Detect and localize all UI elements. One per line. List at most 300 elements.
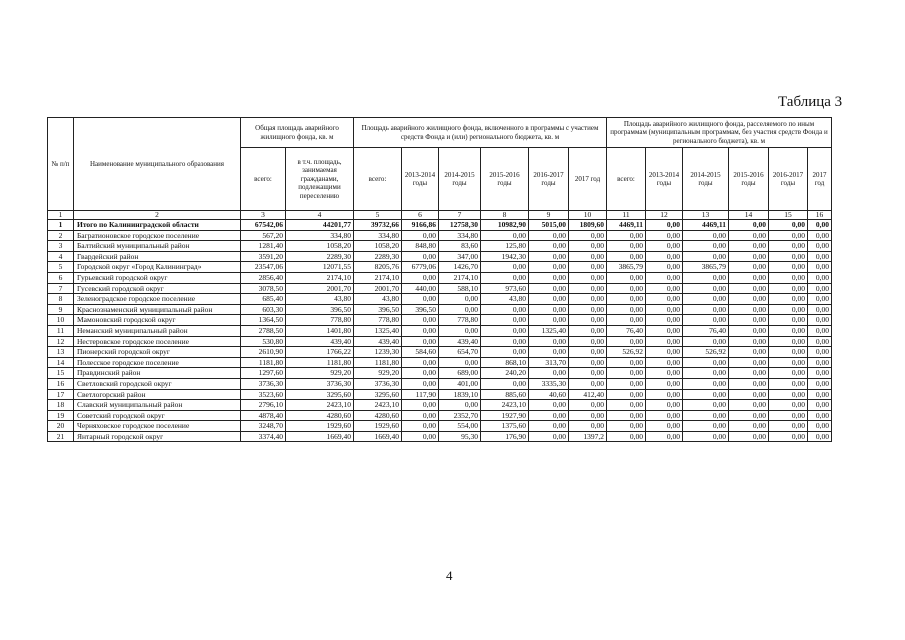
area-value-cell: 0,00 — [683, 241, 729, 252]
area-value-cell: 0,00 — [646, 220, 683, 231]
area-value-cell: 0,00 — [607, 304, 646, 315]
area-value-cell: 76,40 — [683, 325, 729, 336]
area-value-cell: 0,00 — [569, 378, 607, 389]
area-value-cell: 240,20 — [481, 368, 529, 379]
municipality-name-cell: Полесское городское поселение — [74, 357, 241, 368]
area-value-cell: 3248,70 — [241, 421, 286, 432]
area-value-cell: 0,00 — [402, 368, 439, 379]
column-number: 3 — [241, 211, 286, 220]
area-value-cell: 0,00 — [569, 336, 607, 347]
area-value-cell: 3335,30 — [529, 378, 569, 389]
area-value-cell: 0,00 — [569, 251, 607, 262]
area-value-cell: 334,80 — [354, 230, 402, 241]
area-value-cell: 313,70 — [529, 357, 569, 368]
area-value-cell: 778,80 — [354, 315, 402, 326]
municipality-name-cell: Янтарный городской округ — [74, 431, 241, 442]
area-value-cell: 0,00 — [808, 336, 832, 347]
area-value-cell: 176,90 — [481, 431, 529, 442]
area-value-cell: 0,00 — [729, 431, 769, 442]
header-total-all: всего: — [241, 148, 286, 211]
area-value-cell: 0,00 — [481, 230, 529, 241]
area-value-cell: 0,00 — [646, 368, 683, 379]
area-value-cell: 0,00 — [646, 315, 683, 326]
area-value-cell: 0,00 — [683, 304, 729, 315]
row-number-cell: 8 — [48, 294, 74, 305]
area-value-cell: 0,00 — [769, 294, 808, 305]
column-number: 9 — [529, 211, 569, 220]
area-value-cell: 0,00 — [607, 389, 646, 400]
area-value-cell: 0,00 — [808, 230, 832, 241]
area-value-cell: 0,00 — [769, 368, 808, 379]
column-number: 13 — [683, 211, 729, 220]
area-value-cell: 4280,60 — [286, 410, 354, 421]
area-value-cell: 3591,20 — [241, 251, 286, 262]
area-value-cell: 778,80 — [439, 315, 481, 326]
header-fund-2013: 2013-2014 годы — [402, 148, 439, 211]
area-value-cell: 1669,40 — [354, 431, 402, 442]
area-value-cell: 1397,2 — [569, 431, 607, 442]
header-fund-all: всего: — [354, 148, 402, 211]
area-value-cell: 23547,06 — [241, 262, 286, 273]
area-value-cell: 0,00 — [646, 347, 683, 358]
header-group-total: Общая площадь аварийного жилищного фонда, кв. м — [241, 118, 354, 148]
area-value-cell: 1942,30 — [481, 251, 529, 262]
column-number: 14 — [729, 211, 769, 220]
area-value-cell: 0,00 — [607, 400, 646, 411]
area-value-cell: 0,00 — [808, 431, 832, 442]
area-value-cell: 567,20 — [241, 230, 286, 241]
row-number-cell: 12 — [48, 336, 74, 347]
area-value-cell: 0,00 — [569, 272, 607, 283]
row-number-cell: 16 — [48, 378, 74, 389]
area-value-cell: 0,00 — [569, 283, 607, 294]
area-value-cell: 0,00 — [769, 283, 808, 294]
municipality-name-cell: Мамоновский городской округ — [74, 315, 241, 326]
column-number: 4 — [286, 211, 354, 220]
area-value-cell: 0,00 — [529, 272, 569, 283]
area-value-cell: 0,00 — [769, 325, 808, 336]
area-value-cell: 0,00 — [729, 389, 769, 400]
area-value-cell: 0,00 — [769, 315, 808, 326]
header-fund-2016: 2016-2017 годы — [529, 148, 569, 211]
area-value-cell: 0,00 — [646, 431, 683, 442]
area-value-cell: 0,00 — [808, 262, 832, 273]
area-value-cell: 1058,20 — [354, 241, 402, 252]
header-group-other: Площадь аварийного жилищного фонда, расселяемого по иным программам (муниципальным программам, без участия средств Фонда и регионального бюджета), кв. м — [607, 118, 832, 148]
area-value-cell: 0,00 — [646, 230, 683, 241]
area-value-cell: 0,00 — [683, 378, 729, 389]
area-value-cell: 0,00 — [769, 304, 808, 315]
table-title: Таблица 3 — [778, 94, 843, 110]
area-value-cell: 0,00 — [808, 315, 832, 326]
area-value-cell: 0,00 — [769, 262, 808, 273]
area-value-cell: 0,00 — [808, 272, 832, 283]
area-value-cell: 0,00 — [729, 357, 769, 368]
table-row — [48, 315, 832, 326]
area-value-cell: 0,00 — [683, 294, 729, 305]
area-value-cell: 2610,90 — [241, 347, 286, 358]
area-value-cell: 39732,66 — [354, 220, 402, 231]
area-value-cell: 0,00 — [729, 400, 769, 411]
area-value-cell: 0,00 — [808, 241, 832, 252]
table-row — [48, 378, 832, 389]
area-value-cell: 0,00 — [529, 304, 569, 315]
municipality-name-cell: Итого по Калининградской области — [74, 220, 241, 231]
area-value-cell: 1375,60 — [481, 421, 529, 432]
area-value-cell: 685,40 — [241, 294, 286, 305]
area-value-cell: 0,00 — [529, 400, 569, 411]
area-value-cell: 0,00 — [769, 230, 808, 241]
area-value-cell: 1181,80 — [354, 357, 402, 368]
area-value-cell: 0,00 — [683, 368, 729, 379]
row-number-cell: 13 — [48, 347, 74, 358]
row-number-cell: 7 — [48, 283, 74, 294]
area-value-cell: 885,60 — [481, 389, 529, 400]
area-value-cell: 396,50 — [402, 304, 439, 315]
area-value-cell: 8205,76 — [354, 262, 402, 273]
area-value-cell: 0,00 — [481, 347, 529, 358]
area-value-cell: 0,00 — [769, 410, 808, 421]
area-value-cell: 401,00 — [439, 378, 481, 389]
table-row — [48, 251, 832, 262]
area-value-cell: 848,80 — [402, 241, 439, 252]
area-value-cell: 5015,00 — [529, 220, 569, 231]
area-value-cell: 588,10 — [439, 283, 481, 294]
area-value-cell: 0,00 — [569, 368, 607, 379]
area-value-cell: 0,00 — [529, 368, 569, 379]
area-value-cell: 3865,79 — [683, 262, 729, 273]
area-value-cell: 0,00 — [481, 304, 529, 315]
area-value-cell: 3736,30 — [241, 378, 286, 389]
area-value-cell: 0,00 — [402, 400, 439, 411]
area-value-cell: 929,20 — [354, 368, 402, 379]
area-value-cell: 0,00 — [402, 294, 439, 305]
area-value-cell: 0,00 — [529, 421, 569, 432]
area-value-cell: 0,00 — [769, 220, 808, 231]
area-value-cell: 0,00 — [569, 325, 607, 336]
area-value-cell: 0,00 — [529, 230, 569, 241]
area-value-cell: 0,00 — [769, 431, 808, 442]
area-value-cell: 0,00 — [808, 410, 832, 421]
area-value-cell: 0,00 — [729, 283, 769, 294]
area-value-cell: 0,00 — [529, 294, 569, 305]
area-value-cell: 0,00 — [481, 262, 529, 273]
area-value-cell: 0,00 — [646, 304, 683, 315]
area-value-cell: 0,00 — [769, 347, 808, 358]
column-number: 16 — [808, 211, 832, 220]
table-row — [48, 241, 832, 252]
area-value-cell: 0,00 — [646, 378, 683, 389]
area-value-cell: 0,00 — [607, 431, 646, 442]
area-value-cell: 334,80 — [439, 230, 481, 241]
area-value-cell: 1364,50 — [241, 315, 286, 326]
area-value-cell: 0,00 — [646, 283, 683, 294]
header-other-2016: 2016-2017 годы — [769, 148, 808, 211]
area-value-cell: 0,00 — [607, 251, 646, 262]
area-value-cell: 0,00 — [769, 272, 808, 283]
area-value-cell: 0,00 — [646, 389, 683, 400]
area-value-cell: 0,00 — [808, 347, 832, 358]
area-value-cell: 0,00 — [808, 400, 832, 411]
area-value-cell: 0,00 — [729, 315, 769, 326]
area-value-cell: 3736,30 — [354, 378, 402, 389]
area-value-cell: 0,00 — [729, 421, 769, 432]
area-value-cell: 396,50 — [286, 304, 354, 315]
area-value-cell: 0,00 — [646, 410, 683, 421]
area-value-cell: 0,00 — [808, 357, 832, 368]
area-value-cell: 95,30 — [439, 431, 481, 442]
area-value-cell: 0,00 — [607, 241, 646, 252]
area-value-cell: 2001,70 — [354, 283, 402, 294]
area-value-cell: 0,00 — [729, 251, 769, 262]
area-value-cell: 0,00 — [769, 357, 808, 368]
area-value-cell: 412,40 — [569, 389, 607, 400]
area-value-cell: 43,80 — [481, 294, 529, 305]
row-number-cell: 2 — [48, 230, 74, 241]
table-row — [48, 400, 832, 411]
area-value-cell: 689,00 — [439, 368, 481, 379]
row-number-cell: 5 — [48, 262, 74, 273]
area-value-cell: 1669,40 — [286, 431, 354, 442]
municipality-name-cell: Светловский городской округ — [74, 378, 241, 389]
area-value-cell: 1839,10 — [439, 389, 481, 400]
area-value-cell: 1058,20 — [286, 241, 354, 252]
area-value-cell: 0,00 — [402, 325, 439, 336]
area-value-cell: 1809,60 — [569, 220, 607, 231]
area-value-cell: 0,00 — [683, 389, 729, 400]
area-value-cell: 3295,60 — [354, 389, 402, 400]
area-value-cell: 0,00 — [569, 262, 607, 273]
table-row — [48, 389, 832, 400]
row-number-cell: 1 — [48, 220, 74, 231]
column-number: 12 — [646, 211, 683, 220]
area-value-cell: 4469,11 — [683, 220, 729, 231]
area-value-cell: 929,20 — [286, 368, 354, 379]
area-value-cell: 526,92 — [683, 347, 729, 358]
area-value-cell: 0,00 — [808, 251, 832, 262]
municipality-name-cell: Гвардейский район — [74, 251, 241, 262]
area-value-cell: 43,80 — [354, 294, 402, 305]
area-value-cell: 12071,55 — [286, 262, 354, 273]
municipality-name-cell: Правдинский район — [74, 368, 241, 379]
area-value-cell: 1239,30 — [354, 347, 402, 358]
column-number: 1 — [48, 211, 74, 220]
area-value-cell: 0,00 — [769, 241, 808, 252]
area-value-cell: 0,00 — [769, 421, 808, 432]
area-value-cell: 0,00 — [729, 378, 769, 389]
table-row — [48, 431, 832, 442]
area-value-cell: 0,00 — [439, 400, 481, 411]
area-value-cell: 0,00 — [683, 431, 729, 442]
area-value-cell: 0,00 — [529, 315, 569, 326]
area-value-cell: 0,00 — [607, 357, 646, 368]
area-value-cell: 0,00 — [569, 410, 607, 421]
row-number-cell: 6 — [48, 272, 74, 283]
area-value-cell: 3374,40 — [241, 431, 286, 442]
area-value-cell: 0,00 — [402, 251, 439, 262]
area-value-cell: 0,00 — [769, 378, 808, 389]
page-number: 4 — [446, 568, 453, 583]
area-value-cell: 1927,90 — [481, 410, 529, 421]
area-value-cell: 0,00 — [402, 410, 439, 421]
area-value-cell: 0,00 — [402, 357, 439, 368]
area-value-cell: 0,00 — [808, 389, 832, 400]
area-value-cell: 0,00 — [607, 410, 646, 421]
municipality-name-cell: Черняховское городское поселение — [74, 421, 241, 432]
area-value-cell: 3295,60 — [286, 389, 354, 400]
area-value-cell: 0,00 — [646, 325, 683, 336]
area-value-cell: 2856,40 — [241, 272, 286, 283]
area-value-cell: 117,90 — [402, 389, 439, 400]
table-body — [48, 211, 832, 442]
area-value-cell: 2174,10 — [439, 272, 481, 283]
area-value-cell: 0,00 — [808, 220, 832, 231]
table-row — [48, 347, 832, 358]
area-value-cell: 3078,50 — [241, 283, 286, 294]
area-value-cell: 2289,30 — [354, 251, 402, 262]
table-row — [48, 230, 832, 241]
column-number: 8 — [481, 211, 529, 220]
area-value-cell: 0,00 — [683, 421, 729, 432]
row-number-cell: 15 — [48, 368, 74, 379]
area-value-cell: 0,00 — [769, 400, 808, 411]
header-other-2015: 2015-2016 годы — [729, 148, 769, 211]
area-value-cell: 603,30 — [241, 304, 286, 315]
area-value-cell: 0,00 — [607, 230, 646, 241]
area-value-cell: 0,00 — [569, 230, 607, 241]
column-number: 7 — [439, 211, 481, 220]
area-value-cell: 530,80 — [241, 336, 286, 347]
area-value-cell: 439,40 — [286, 336, 354, 347]
area-value-cell: 0,00 — [729, 410, 769, 421]
area-value-cell: 0,00 — [607, 378, 646, 389]
municipality-name-cell: Нестеровское городское поселение — [74, 336, 241, 347]
area-value-cell: 0,00 — [402, 421, 439, 432]
area-value-cell: 0,00 — [683, 272, 729, 283]
area-value-cell: 0,00 — [769, 251, 808, 262]
area-value-cell: 1401,80 — [286, 325, 354, 336]
area-value-cell: 1929,60 — [354, 421, 402, 432]
row-number-cell: 10 — [48, 315, 74, 326]
area-value-cell: 0,00 — [729, 347, 769, 358]
area-value-cell: 0,00 — [569, 294, 607, 305]
municipality-name-cell: Светлогорский район — [74, 389, 241, 400]
header-group-fund: Площадь аварийного жилищного фонда, включенного в программы с участием средств Фонда и (или) регионального бюджета, кв. м — [354, 118, 607, 148]
area-value-cell: 0,00 — [646, 272, 683, 283]
municipality-name-cell: Городской округ «Город Калининград» — [74, 262, 241, 273]
column-number: 10 — [569, 211, 607, 220]
area-value-cell: 654,70 — [439, 347, 481, 358]
area-value-cell: 0,00 — [569, 315, 607, 326]
area-value-cell: 0,00 — [729, 368, 769, 379]
area-value-cell: 0,00 — [646, 251, 683, 262]
area-value-cell: 0,00 — [569, 357, 607, 368]
row-number-cell: 21 — [48, 431, 74, 442]
area-value-cell: 0,00 — [769, 336, 808, 347]
table-row — [48, 325, 832, 336]
area-value-cell: 0,00 — [569, 421, 607, 432]
area-value-cell: 0,00 — [607, 315, 646, 326]
municipality-name-cell: Гусевский городской округ — [74, 283, 241, 294]
table-row — [48, 294, 832, 305]
area-value-cell: 1181,80 — [286, 357, 354, 368]
area-value-cell: 0,00 — [729, 220, 769, 231]
area-value-cell: 0,00 — [729, 325, 769, 336]
area-value-cell: 2174,10 — [286, 272, 354, 283]
header-other-all: всего: — [607, 148, 646, 211]
area-value-cell: 2423,10 — [481, 400, 529, 411]
area-value-cell: 0,00 — [646, 421, 683, 432]
area-value-cell: 0,00 — [402, 378, 439, 389]
municipality-name-cell: Советский городской округ — [74, 410, 241, 421]
area-value-cell: 554,00 — [439, 421, 481, 432]
area-value-cell: 3865,79 — [607, 262, 646, 273]
area-value-cell: 0,00 — [481, 336, 529, 347]
municipality-name-cell: Славский муниципальный район — [74, 400, 241, 411]
area-value-cell: 2423,10 — [354, 400, 402, 411]
area-value-cell: 778,80 — [286, 315, 354, 326]
area-value-cell: 0,00 — [402, 272, 439, 283]
municipality-name-cell: Гурьевский городской округ — [74, 272, 241, 283]
area-value-cell: 1325,40 — [529, 325, 569, 336]
municipality-name-cell: Багратионовское городское поселение — [74, 230, 241, 241]
area-value-cell: 0,00 — [529, 410, 569, 421]
column-number: 5 — [354, 211, 402, 220]
area-value-cell: 0,00 — [769, 389, 808, 400]
column-number: 2 — [74, 211, 241, 220]
area-value-cell: 0,00 — [529, 262, 569, 273]
area-value-cell: 40,60 — [529, 389, 569, 400]
row-number-cell: 14 — [48, 357, 74, 368]
area-value-cell: 4469,11 — [607, 220, 646, 231]
table-row — [48, 304, 832, 315]
area-value-cell: 1929,60 — [286, 421, 354, 432]
area-value-cell: 0,00 — [569, 347, 607, 358]
housing-table — [47, 117, 832, 442]
table-row — [48, 336, 832, 347]
area-value-cell: 0,00 — [646, 294, 683, 305]
row-number-cell: 3 — [48, 241, 74, 252]
area-value-cell: 43,80 — [286, 294, 354, 305]
row-number-cell: 11 — [48, 325, 74, 336]
column-number: 6 — [402, 211, 439, 220]
table-row-total — [48, 220, 832, 231]
area-value-cell: 0,00 — [607, 294, 646, 305]
header-fund-2017: 2017 год — [569, 148, 607, 211]
area-value-cell: 0,00 — [808, 378, 832, 389]
table-row — [48, 357, 832, 368]
table-row — [48, 410, 832, 421]
column-number: 15 — [769, 211, 808, 220]
area-value-cell: 0,00 — [481, 272, 529, 283]
area-value-cell: 0,00 — [402, 431, 439, 442]
area-value-cell: 0,00 — [808, 304, 832, 315]
area-value-cell: 0,00 — [402, 336, 439, 347]
area-value-cell: 0,00 — [646, 400, 683, 411]
area-value-cell: 0,00 — [569, 304, 607, 315]
area-value-cell: 868,10 — [481, 357, 529, 368]
area-value-cell: 0,00 — [683, 283, 729, 294]
row-number-cell: 17 — [48, 389, 74, 400]
area-value-cell: 0,00 — [529, 431, 569, 442]
row-number-cell: 20 — [48, 421, 74, 432]
row-number-cell: 9 — [48, 304, 74, 315]
area-value-cell: 347,00 — [439, 251, 481, 262]
area-value-cell: 2289,30 — [286, 251, 354, 262]
area-value-cell: 0,00 — [439, 304, 481, 315]
area-value-cell: 0,00 — [683, 251, 729, 262]
area-value-cell: 2423,10 — [286, 400, 354, 411]
